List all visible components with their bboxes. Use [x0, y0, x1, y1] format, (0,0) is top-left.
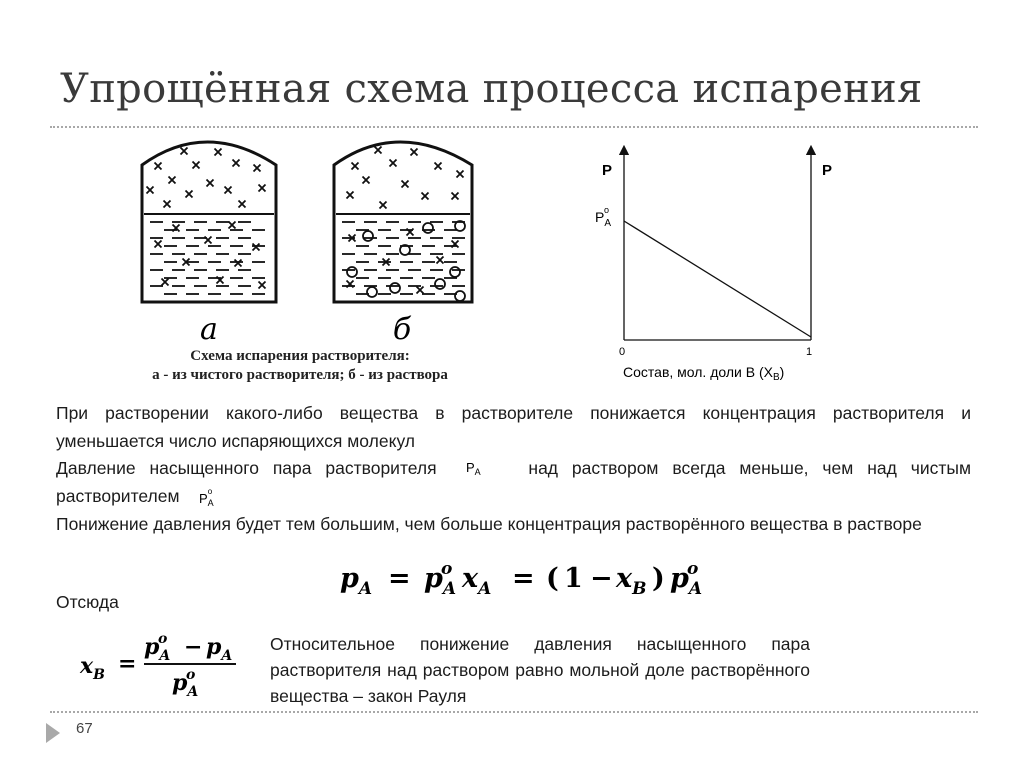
footer-divider: [50, 711, 978, 713]
pa0-label-main: P: [595, 209, 605, 225]
slide-title: Упрощённая схема процесса испарения: [60, 66, 923, 112]
x-tick-1: 1: [806, 346, 813, 358]
svg-text:pA: $p_A$: [670, 563, 703, 599]
svg-text:1: 1: [564, 563, 583, 594]
pa0-label-sup: o: [604, 205, 610, 215]
x-axis-title-prefix: Состав, мол. доли В (: [623, 364, 764, 380]
raoult-law-statement: Относительное понижение давления насыщенного пара растворителя над раствором равно мольной доле растворённого вещества – закон Рауля: [270, 634, 810, 706]
play-arrow-icon[interactable]: [46, 723, 60, 743]
paragraph-vapor-pressure: [56, 454, 971, 510]
x-tick-0: 0: [619, 346, 626, 358]
svg-text:xA: $x_A$: [462, 563, 492, 599]
vessel-a-label: а: [200, 312, 218, 347]
svg-text:PA: $P_A$: [465, 460, 481, 477]
pa0-label: [595, 205, 611, 229]
mole-fraction-formula: [80, 626, 280, 706]
svg-text:(: (: [546, 563, 559, 594]
svg-text:PAo: $P_Ao$: [199, 487, 215, 508]
para2-part2: над раствором всегда меньше, чем над чистым растворителем: [56, 458, 971, 506]
slide-number: 67: [76, 720, 93, 737]
svg-text:=: =: [388, 563, 411, 594]
svg-text:−: −: [184, 634, 203, 660]
svg-text:pA: $p_A$: [206, 634, 233, 664]
svg-text:o: o: [687, 559, 699, 579]
svg-text:o: o: [186, 667, 196, 683]
inline-pa0-symbol: [198, 486, 222, 508]
svg-text:=: =: [118, 651, 137, 677]
svg-text:−: −: [590, 563, 613, 594]
right-axis-label: P: [822, 162, 833, 179]
x-axis-title-sub: B: [772, 372, 780, 383]
svg-text:pA: $p_A$: [144, 634, 171, 664]
paragraph-dissolution: При растворении какого-либо вещества в растворителе понижается концентрация растворителя и уменьшается число испаряющихся молекул: [56, 403, 971, 451]
x-axis-title-var: X: [763, 364, 773, 380]
pa0-label-sub: A: [604, 218, 612, 229]
paragraph-concentration: Понижение давления будет тем большим, чем больше концентрация растворённого вещества в растворе: [56, 514, 922, 534]
inline-pa-symbol: [465, 458, 489, 478]
vessel-b-label: б: [392, 312, 412, 347]
svg-text:o: o: [441, 559, 453, 579]
hence-label: Отсюда: [56, 592, 119, 612]
svg-text:=: =: [512, 563, 535, 594]
svg-text:pA: $p_A$: [172, 670, 199, 700]
svg-text:): ): [652, 563, 665, 594]
raoult-formula: [340, 555, 740, 605]
svg-text:xB: $x_B$: [80, 653, 105, 683]
svg-text:xB: $x_B$: [616, 563, 647, 599]
caption-line-2: а - из чистого растворителя; б - из раствора: [152, 367, 448, 383]
para2-part1: Давление насыщенного пара растворителя: [56, 458, 437, 478]
svg-text:o: o: [158, 631, 168, 647]
svg-text:pA: $p_A$: [340, 563, 373, 599]
left-axis-label: P: [602, 162, 613, 179]
x-axis-title-suffix: ): [779, 364, 785, 380]
svg-text:pA: $p_A$: [424, 563, 457, 599]
raoult-line: [624, 221, 811, 337]
x-axis-title: [623, 364, 784, 383]
caption-line-1: Схема испарения растворителя:: [190, 348, 410, 364]
